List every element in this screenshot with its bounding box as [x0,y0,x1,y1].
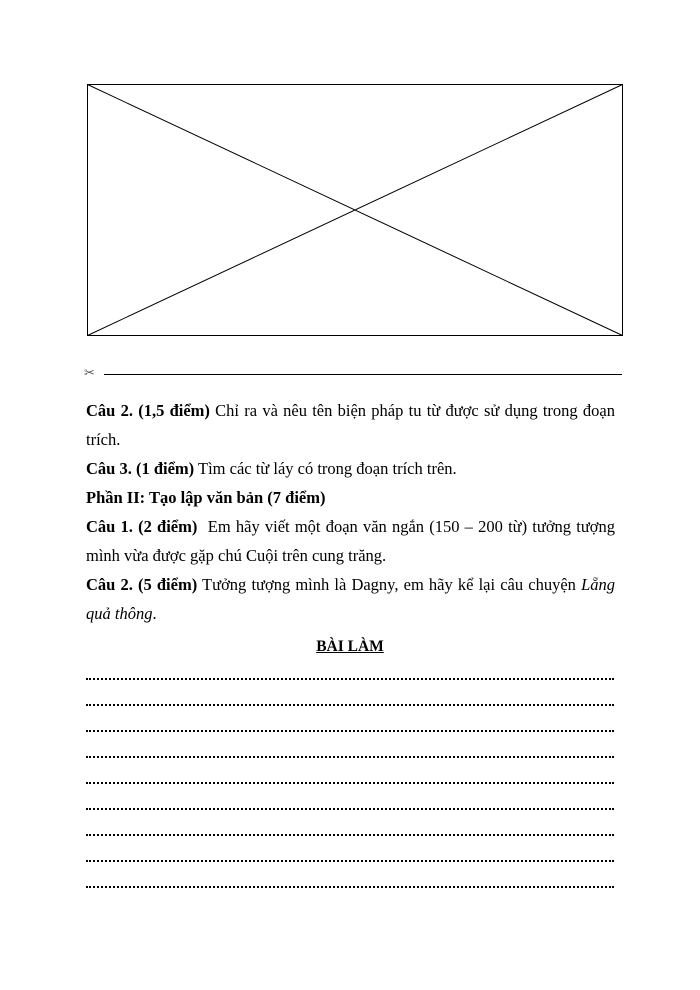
question-2 [86,396,615,454]
answer-dotted-line [86,704,614,707]
answer-dotted-line [86,782,614,785]
answer-dotted-line [86,860,614,863]
scissors-icon: ✂ [84,366,95,381]
answer-dotted-line [86,834,614,837]
section-question-2 [86,570,615,628]
answer-dotted-line [86,808,614,811]
image-placeholder [87,84,623,336]
questions-block [86,396,620,628]
question-label: Câu 3. (1 điểm) [86,459,195,478]
answer-dotted-line [86,678,614,681]
cut-rule [104,374,622,375]
question-label: Câu 1. (2 điểm) [86,517,198,536]
question-label: Câu 2. (5 điểm) [86,575,198,594]
story-title: Lẵng quả thông [86,575,615,623]
section-heading: Phần II: Tạo lập văn bản (7 điểm) [86,488,326,507]
question-text: Em hãy viết một đoạn văn ngắn (150 – 200 từ) tưởng tượng mình vừa được gặp chú Cuội trên cung trăng. [86,517,620,565]
answer-dotted-line [86,886,614,889]
question-text: Chỉ ra và nêu tên biện pháp tu từ được sử dụng trong đoạn trích. [86,401,615,449]
question-text: Tìm các từ láy có trong đoạn trích trên. [194,459,457,478]
answer-dotted-line [86,730,614,733]
answer-lines [86,678,614,912]
question-end: . [152,604,157,623]
image-placeholder-icon [87,84,623,336]
answer-dotted-line [86,756,614,759]
question-label: Câu 2. (1,5 điểm) [86,401,210,420]
question-3 [86,454,615,483]
section-question-1 [86,512,620,570]
question-text: Tưởng tượng mình là Dagny, em hãy kể lại câu chuyện [197,575,582,594]
answer-title: BÀI LÀM [316,638,384,655]
cut-line [84,366,622,382]
